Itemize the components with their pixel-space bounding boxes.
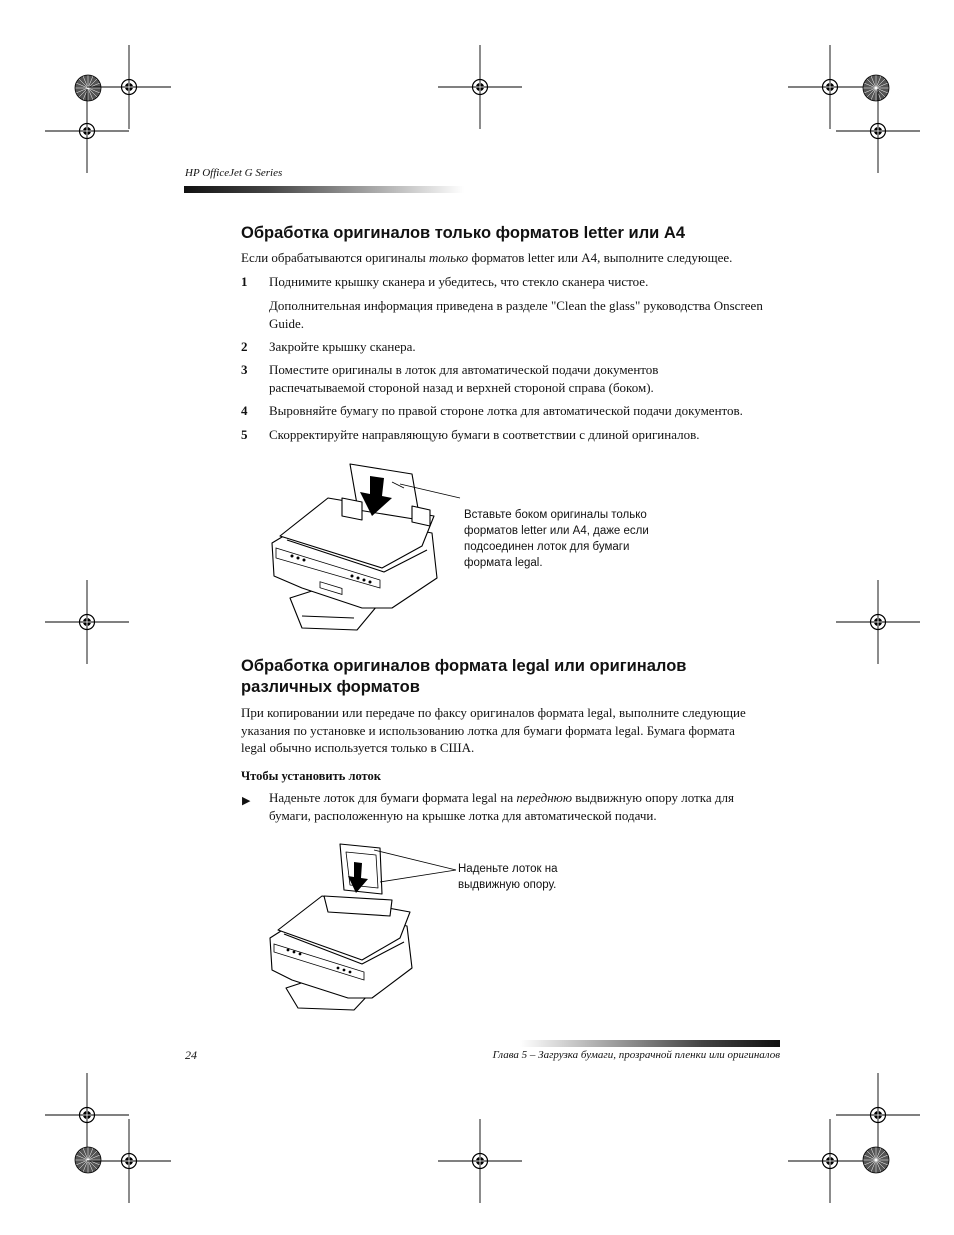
section2-subheading: Чтобы установить лоток: [241, 769, 381, 783]
bullet-text: [269, 789, 779, 824]
footer-gradient-bar: [520, 1040, 780, 1047]
figure1-callout: Вставьте боком оригиналы только форматов letter или A4, даже если подсоединен лоток для бумаги формата legal.: [464, 509, 649, 569]
step-number: 2: [241, 339, 248, 354]
figure2-callout: Наденьте лоток на выдвижную опору.: [458, 863, 558, 891]
step-number: 5: [241, 427, 248, 442]
triangle-bullet-icon: ▶: [242, 794, 251, 807]
bullet-text-after: выдвижную опору лотка для бумаги, расположенную на крышке лотка для автоматической подачи.: [269, 790, 734, 823]
page-number: 24: [185, 1048, 197, 1062]
section1-intro: [241, 249, 801, 267]
step-number: 3: [241, 362, 248, 377]
running-header: HP OfficeJet G Series: [185, 167, 283, 179]
bullet-text-before: Наденьте лоток для бумаги формата legal на: [269, 790, 517, 805]
intro-text-before: Если обрабатываются оригиналы: [241, 250, 429, 265]
printer-illustration-letter: [262, 458, 462, 638]
step-text: Закройте крышку сканера.: [269, 339, 416, 354]
bullet-emphasis: переднюю: [516, 790, 572, 805]
printer-illustration-legal: [262, 838, 462, 1013]
step-number: 1: [241, 274, 248, 289]
step-number: 4: [241, 403, 248, 418]
step-note: Дополнительная информация приведена в разделе "Clean the glass" руководства Onscreen Guide.: [269, 298, 763, 331]
intro-emphasis: только: [428, 250, 469, 265]
step-text: Выровняйте бумагу по правой стороне лотка для автоматической подачи документов.: [269, 403, 743, 418]
section2-heading: Обработка оригиналов формата legal или оригиналов различных форматов: [241, 657, 687, 696]
step-text: Скорректируйте направляющую бумаги в соответствии с длиной оригиналов.: [269, 427, 700, 442]
step-text: Поднимите крышку сканера и убедитесь, что стекло сканера чистое.: [269, 274, 649, 289]
section1-heading: Обработка оригиналов только форматов letter или A4: [241, 224, 686, 242]
section2-intro: При копировании или передаче по факсу оригиналов формата legal, выполните следующие указания по установке и использованию лотка для бумаги формата legal. Бумага формата legal обычно используется только в США.: [241, 705, 746, 755]
step-text: Поместите оригиналы в лоток для автоматической подачи документов распечатываемой стороной назад и верхней стороной справа (боком).: [269, 362, 659, 395]
running-footer: Глава 5 – Загрузка бумаги, прозрачной пленки или оригиналов: [492, 1049, 780, 1061]
header-gradient-bar: [184, 186, 464, 193]
intro-text-after: форматов letter или A4, выполните следующее.: [468, 250, 733, 265]
